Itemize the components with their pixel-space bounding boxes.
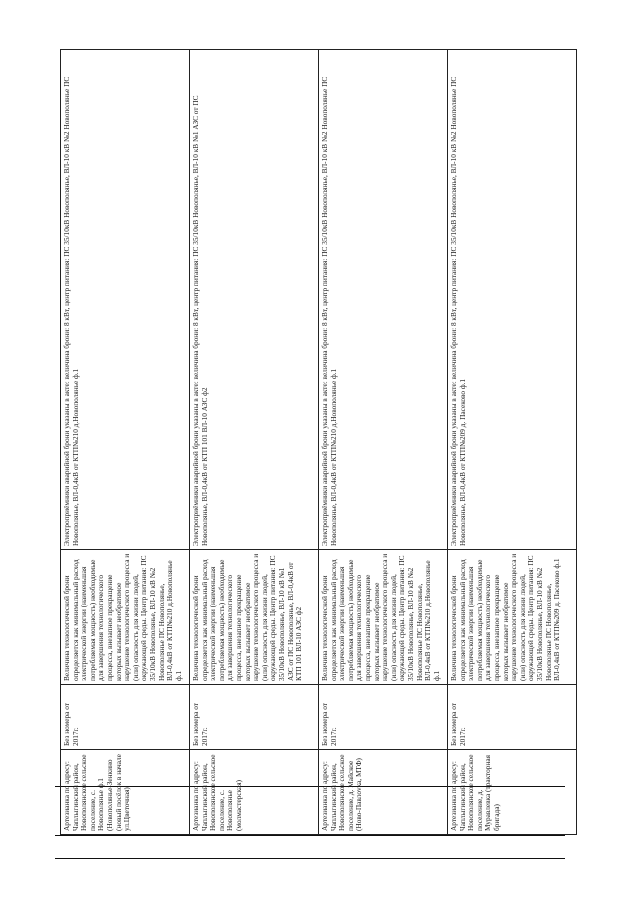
document-cell: Без номера от 2017г. bbox=[61, 685, 190, 750]
document-cell: Без номера от 2017г. bbox=[448, 685, 577, 750]
power-reserve-table bbox=[60, 49, 577, 835]
tech-reserve-cell: Величина технологической брони определяется как минимальный расход электрической энергии (наименьшая потребляемая мощность) необходимые для завершения технологического процесса, внезапное прекращение которых вызывает необратимое нарушение технологического процесса и (или) опасность для жизни людей, окружающей среды. Центр питания: ПС 35/10кВ Новополянье, ВЛ-10 кВ №2 Новополянье ПС Новополянье, ВЛ-0,4кВ от КТП№209 д. Пасеково ф.1 bbox=[448, 550, 577, 685]
table-row bbox=[448, 50, 577, 835]
address-cell: Артезианка по адресу: Чаплыгинский район, Новополянское сельское поселение, с. Новополянье ф.1 (Новополянье-Зенкино (новый посёлок в начале ул.Цветочная) bbox=[61, 750, 190, 835]
document-cell: Без номера от 2017г. bbox=[190, 685, 319, 750]
emergency-reserve-cell: Электроприёмники аварийной брони указаны в акте: величина брони: 8 кВт, центр питания: ПС 35/10кВ Новополянье, ВЛ-10 кВ №2 Новополянье ПС Новополянье, ВЛ-0,4кВ от КТП№209 д. Пасеково ф.1 bbox=[448, 50, 577, 550]
table-row bbox=[61, 50, 190, 835]
tech-reserve-cell: Величина технологической брони определяется как минимальный расход электрической энергии (наименьшая потребляемая мощность) необходимые для завершения технологического процесса, внезапное прекращение которых вызывает необратимое нарушение технологического процесса и (или) опасность для жизни людей, окружающей среды. Центр питания: ПС 35/10кВ Новополянье, ВЛ-10 кВ №1 АЗС от ПС Новополянье, ВЛ-0,4кВ от КТП 101 ВЛ-10 АЗС ф2 bbox=[190, 550, 319, 685]
document-cell: Без номера от 2017г. bbox=[319, 685, 448, 750]
rotated-table-container bbox=[60, 50, 576, 835]
table-row bbox=[319, 50, 448, 835]
tech-reserve-cell: Величина технологической брони определяется как минимальный расход электрической энергии (наименьшая потребляемая мощность) необходимые для завершения технологического процесса, внезапное прекращение которых вызывает необратимое нарушение технологического процесса и (или) опасность для жизни людей, окружающей среды. Центр питания: ПС 35/10кВ Новополянье, ВЛ-10 кВ №2 Новополянье ПС Новополянье, ВЛ-0,4кВ от КТП№210 д.Новополянье ф.1 bbox=[61, 550, 190, 685]
address-cell: Артезианка по адресу: Чаплыгинский район, Новополянское сельское поселение, д. Майское (Ново-Павлovка, МТФ) bbox=[319, 750, 448, 835]
emergency-reserve-cell: Электроприёмники аварийной брони указаны в акте: величина брони: 8 кВт, центр питания: ПС 35/10кВ Новополянье, ВЛ-10 кВ №1 АЗС от ПС Новополянье, ВЛ-0,4кВ от КТП 101 ВЛ-10 АЗС ф2 bbox=[190, 50, 319, 550]
tech-reserve-cell: Величина технологической брони определяется как минимальный расход электрической энергии (наименьшая потребляемая мощность) необходимые для завершения технологического процесса, внезапное прекращение которых вызывает необратимое нарушение технологического процесса и (или) опасность для жизни людей, окружающей среды. Центр питания: ПС 35/10кВ Новополянье, ВЛ-10 кВ №2 Новополянье ПС Новополянье, ВЛ-0,4кВ от КТП№210 д.Новополянье ф.1 bbox=[319, 550, 448, 685]
address-cell: Артезианка по адресу: Чаплыгинский район, Новополянское сельское поселение, с. Новополянье (молмастерская) bbox=[190, 750, 319, 835]
signature-line-bottom bbox=[55, 858, 565, 859]
emergency-reserve-cell: Электроприёмники аварийной брони указаны в акте: величина брони: 8 кВт, центр питания: ПС 35/10кВ Новополянье, ВЛ-10 кВ №2 Новополянье ПС Новополянье, ВЛ-0,4кВ от КТП№210 д.Новополянье ф.1 bbox=[319, 50, 448, 550]
table-row bbox=[190, 50, 319, 835]
emergency-reserve-cell: Электроприёмники аварийной брони указаны в акте: величина брони: 8 кВт, центр питания: ПС 35/10кВ Новополянье, ВЛ-10 кВ №2 Новополянье ПС Новополянье, ВЛ-0,4кВ от КТП№210 д.Новополянье ф.1 bbox=[61, 50, 190, 550]
signature-line-middle bbox=[55, 835, 565, 836]
address-cell: Артезианка по адресу: Чаплыгинский район, Новополянское сельское поселение, д. Муравлевка (тракторная бригада) bbox=[448, 750, 577, 835]
